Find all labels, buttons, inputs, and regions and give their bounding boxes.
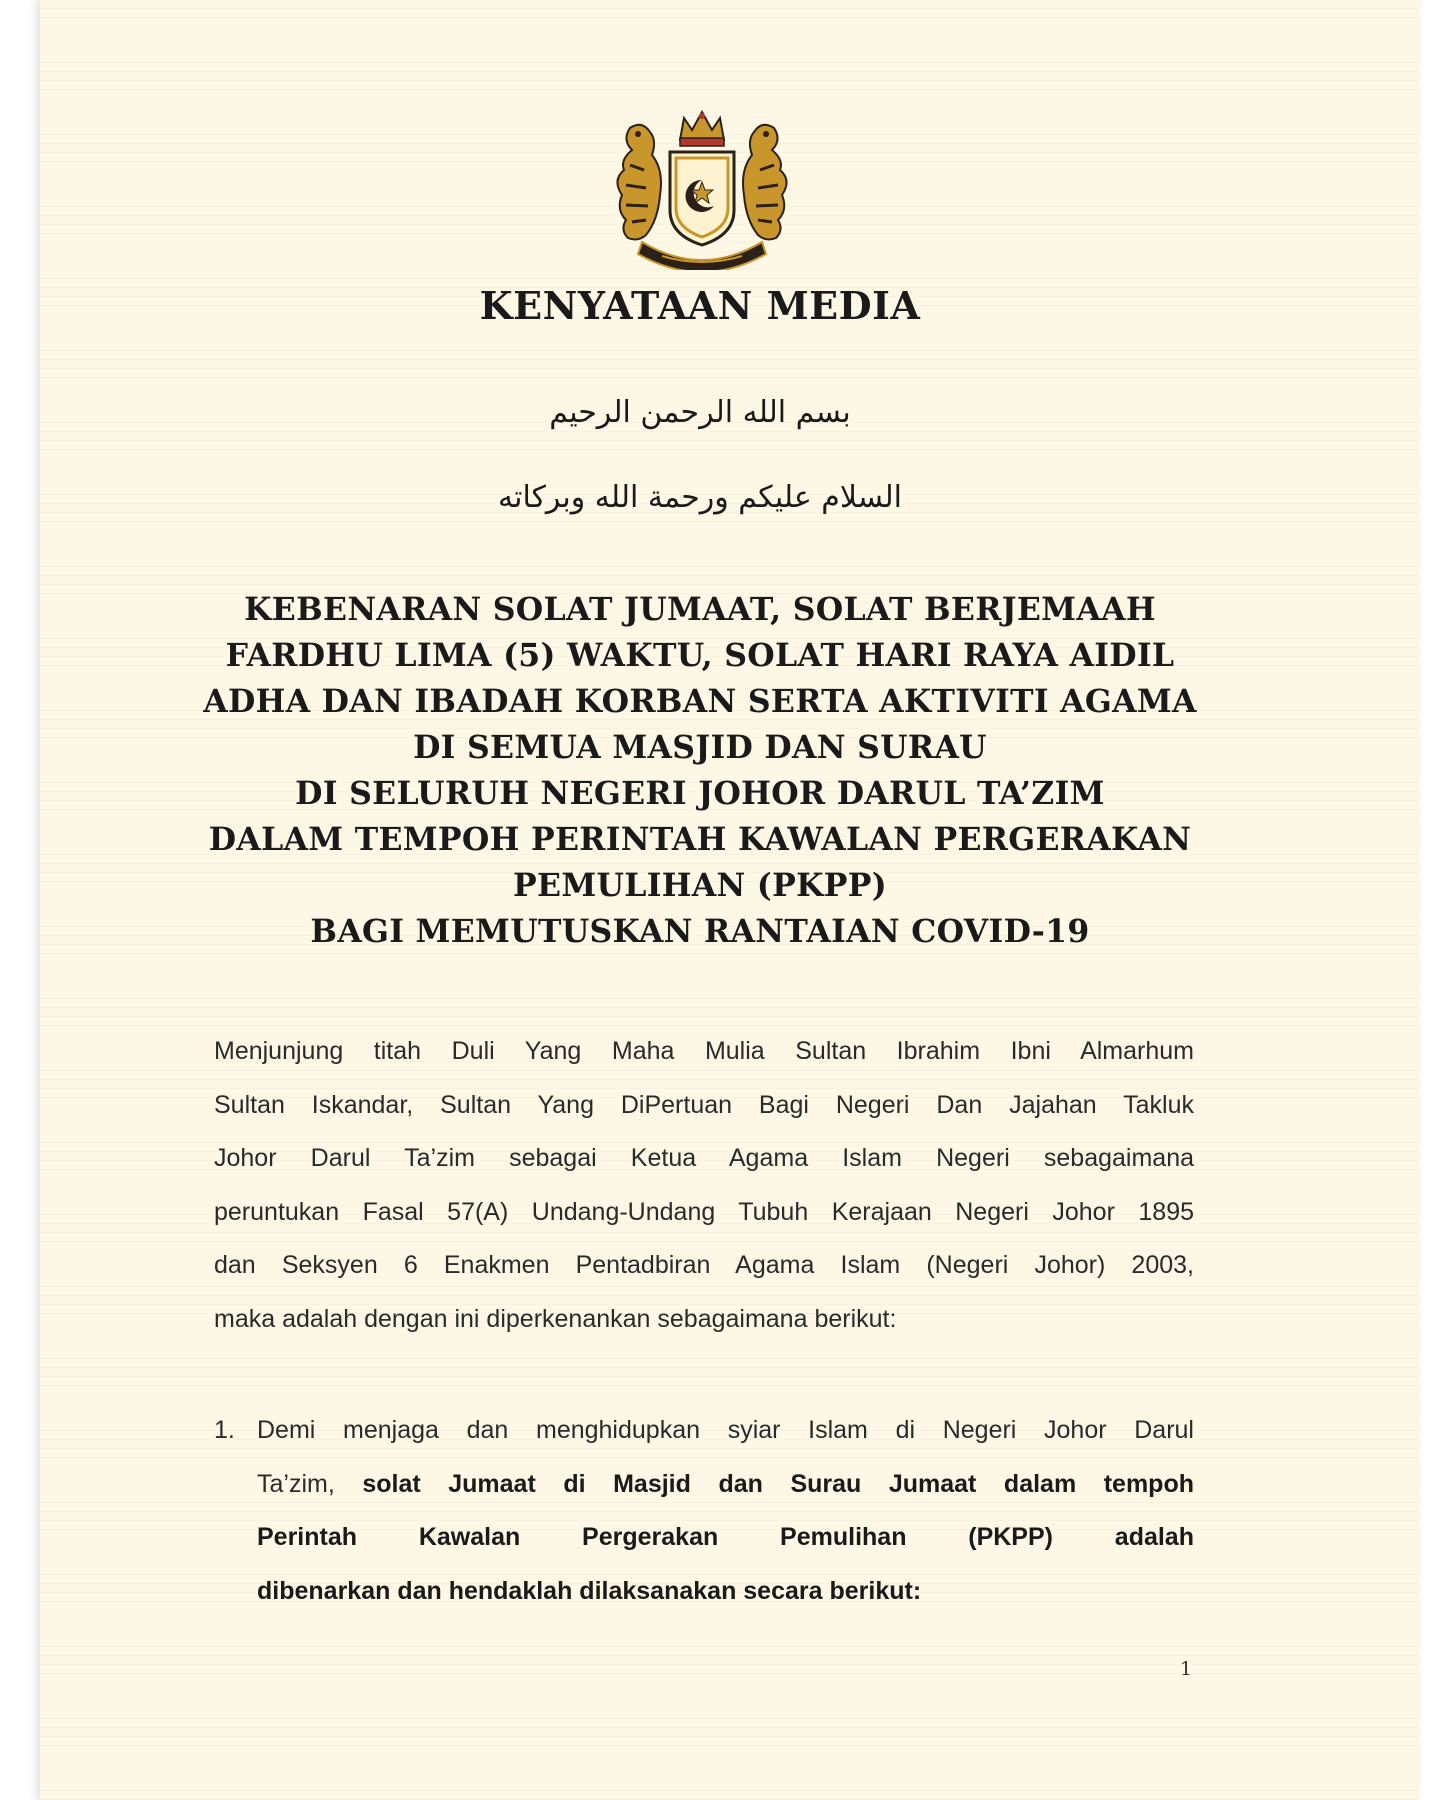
basmalah-text: بسم الله الرحمن الرحيم — [549, 395, 851, 430]
list-item-line — [257, 1458, 1194, 1512]
intro-paragraph — [214, 1025, 1194, 1346]
list-item-text: Ta’zim, — [257, 1469, 363, 1498]
intro-line: Sultan Iskandar, Sultan Yang DiPertuan Bagi Negeri Dan Jajahan Takluk — [214, 1090, 1194, 1119]
title-line: DALAM TEMPOH PERINTAH KAWALAN PERGERAKAN — [208, 821, 1192, 858]
list-item-number: 1. — [214, 1416, 235, 1444]
intro-line: maka adalah dengan ini diperkenankan sebagaimana berikut: — [214, 1304, 897, 1333]
list-item-line: Perintah Kawalan Pergerakan Pemulihan (PKPP) adalah — [257, 1523, 1194, 1551]
numbered-list — [214, 1404, 1194, 1618]
title-line: DI SEMUA MASJID DAN SURAU — [413, 729, 987, 766]
list-item-bold-text: solat Jumaat di Masjid dan Surau Jumaat dalam tempoh — [362, 1469, 1194, 1498]
title-line: PEMULIHAN (PKPP) — [513, 867, 887, 904]
list-item-line: dibenarkan dan hendaklah dilaksanakan secara berikut: — [257, 1576, 922, 1605]
intro-line: Johor Darul Ta’zim sebagai Ketua Agama Islam Negeri sebagaimana — [214, 1144, 1194, 1172]
title-line: FARDHU LIMA (5) WAKTU, SOLAT HARI RAYA AIDIL — [225, 637, 1175, 674]
statement-title — [170, 587, 1230, 955]
johor-crest-emblem — [602, 110, 802, 270]
intro-line: peruntukan Fasal 57(A) Undang-Undang Tubuh Kerajaan Negeri Johor 1895 — [214, 1197, 1194, 1226]
page-number: 1 — [1180, 1658, 1193, 1680]
title-line: KEBENARAN SOLAT JUMAAT, SOLAT BERJEMAAH — [244, 591, 1156, 628]
document-heading: KENYATAAN MEDIA — [479, 283, 921, 328]
salam-greeting-text: السلام عليكم ورحمة الله وبركاته — [498, 480, 902, 515]
intro-line: Menjunjung titah Duli Yang Maha Mulia Sultan Ibrahim Ibni Almarhum — [214, 1037, 1194, 1065]
title-line: BAGI MEMUTUSKAN RANTAIAN COVID-19 — [310, 913, 1090, 950]
title-line: ADHA DAN IBADAH KORBAN SERTA AKTIVITI AGAMA — [203, 683, 1197, 720]
list-item-line: Demi menjaga dan menghidupkan syiar Islam di Negeri Johor Darul — [257, 1416, 1194, 1444]
list-item — [214, 1404, 1194, 1618]
title-line: DI SELURUH NEGERI JOHOR DARUL TA’ZIM — [295, 775, 1105, 812]
intro-line: dan Seksyen 6 Enakmen Pentadbiran Agama Islam (Negeri Johor) 2003, — [214, 1251, 1194, 1279]
